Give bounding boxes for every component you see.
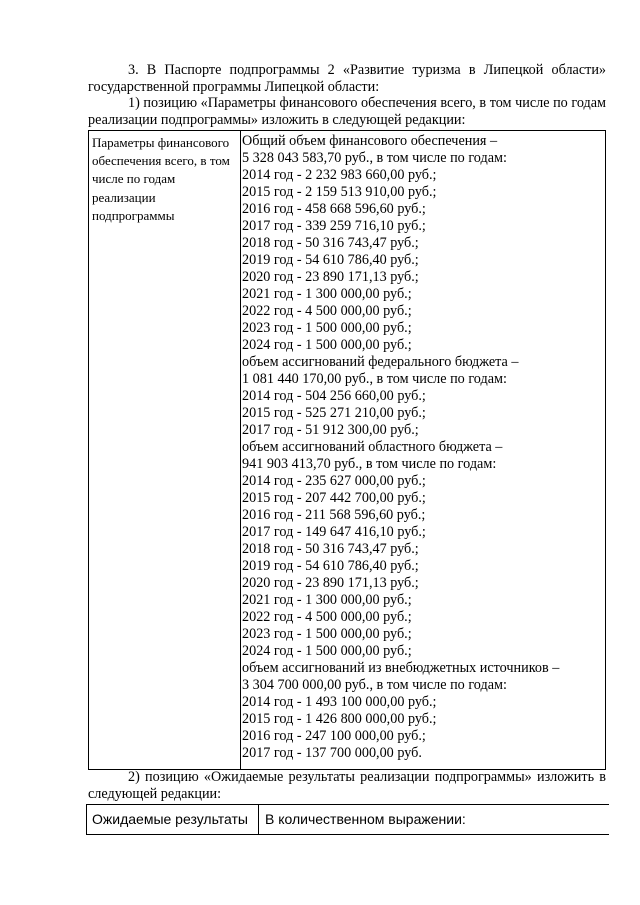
finance-line: 2015 год - 207 442 700,00 руб.; <box>242 490 426 506</box>
finance-line: 2022 год - 4 500 000,00 руб.; <box>242 609 412 625</box>
finance-line: 2018 год - 50 316 743,47 руб.; <box>242 235 419 251</box>
finance-line: 2017 год - 51 912 300,00 руб.; <box>242 422 419 438</box>
finance-line: 2019 год - 54 610 786,40 руб.; <box>242 558 419 574</box>
item1-paragraph: 1) позицию «Параметры финансового обеспечения всего, в том числе по годам реализации подпрограммы» изложить в следующей редакции: <box>88 95 606 128</box>
finance-line: 2015 год - 525 271 210,00 руб.; <box>242 405 426 421</box>
finance-line: 2014 год - 235 627 000,00 руб.; <box>242 473 426 489</box>
finance-parameters-table <box>88 130 606 770</box>
finance-line: 2023 год - 1 500 000,00 руб.; <box>242 320 412 336</box>
finance-line: 2022 год - 4 500 000,00 руб.; <box>242 303 412 319</box>
finance-line: 2017 год - 339 259 716,10 руб.; <box>242 218 426 234</box>
finance-line: 2015 год - 1 426 800 000,00 руб.; <box>242 711 437 727</box>
finance-line: 941 903 413,70 руб., в том числе по годам: <box>242 456 497 472</box>
finance-line: 2017 год - 137 700 000,00 руб. <box>242 745 422 761</box>
finance-line: 2016 год - 458 668 596,60 руб.; <box>242 201 426 217</box>
finance-line: объем ассигнований областного бюджета – <box>242 439 503 455</box>
finance-parameters-label: Параметры финансового обеспечения всего, в том числе по годам реализации подпрограммы <box>92 135 230 223</box>
finance-line: 2015 год - 2 159 513 910,00 руб.; <box>242 184 437 200</box>
finance-line: 2014 год - 1 493 100 000,00 руб.; <box>242 694 437 710</box>
finance-line: 2017 год - 149 647 416,10 руб.; <box>242 524 426 540</box>
finance-line: 2018 год - 50 316 743,47 руб.; <box>242 541 419 557</box>
table-column-divider <box>258 805 259 834</box>
item2-paragraph: 2) позицию «Ожидаемые результаты реализации подпрограммы» изложить в следующей редакции: <box>88 769 606 802</box>
finance-line: 2021 год - 1 300 000,00 руб.; <box>242 286 412 302</box>
finance-line: 2014 год - 504 256 660,00 руб.; <box>242 388 426 404</box>
finance-line: объем ассигнований из внебюджетных источников – <box>242 660 560 676</box>
finance-line: 1 081 440 170,00 руб., в том числе по годам: <box>242 371 507 387</box>
finance-line: 2024 год - 1 500 000,00 руб.; <box>242 643 412 659</box>
expected-results-label: Ожидаемые результаты <box>92 811 248 827</box>
expected-results-table <box>86 804 609 835</box>
finance-line: Общий объем финансового обеспечения – <box>242 133 498 149</box>
finance-parameters-values <box>242 133 602 762</box>
intro-paragraph: 3. В Паспорте подпрограммы 2 «Развитие туризма в Липецкой области» государственной программы Липецкой области: <box>88 62 606 95</box>
finance-line: 2020 год - 23 890 171,13 руб.; <box>242 269 419 285</box>
finance-line: 5 328 043 583,70 руб., в том числе по годам: <box>242 150 507 166</box>
finance-line: 3 304 700 000,00 руб., в том числе по годам: <box>242 677 507 693</box>
finance-line: 2016 год - 211 568 596,60 руб.; <box>242 507 426 523</box>
finance-line: объем ассигнований федерального бюджета – <box>242 354 519 370</box>
finance-line: 2024 год - 1 500 000,00 руб.; <box>242 337 412 353</box>
finance-line: 2019 год - 54 610 786,40 руб.; <box>242 252 419 268</box>
finance-line: 2014 год - 2 232 983 660,00 руб.; <box>242 167 437 183</box>
finance-line: 2016 год - 247 100 000,00 руб.; <box>242 728 426 744</box>
finance-line: 2020 год - 23 890 171,13 руб.; <box>242 575 419 591</box>
finance-line: 2023 год - 1 500 000,00 руб.; <box>242 626 412 642</box>
table-column-divider <box>240 131 241 769</box>
finance-line: 2021 год - 1 300 000,00 руб.; <box>242 592 412 608</box>
expected-results-value: В количественном выражении: <box>265 811 466 827</box>
